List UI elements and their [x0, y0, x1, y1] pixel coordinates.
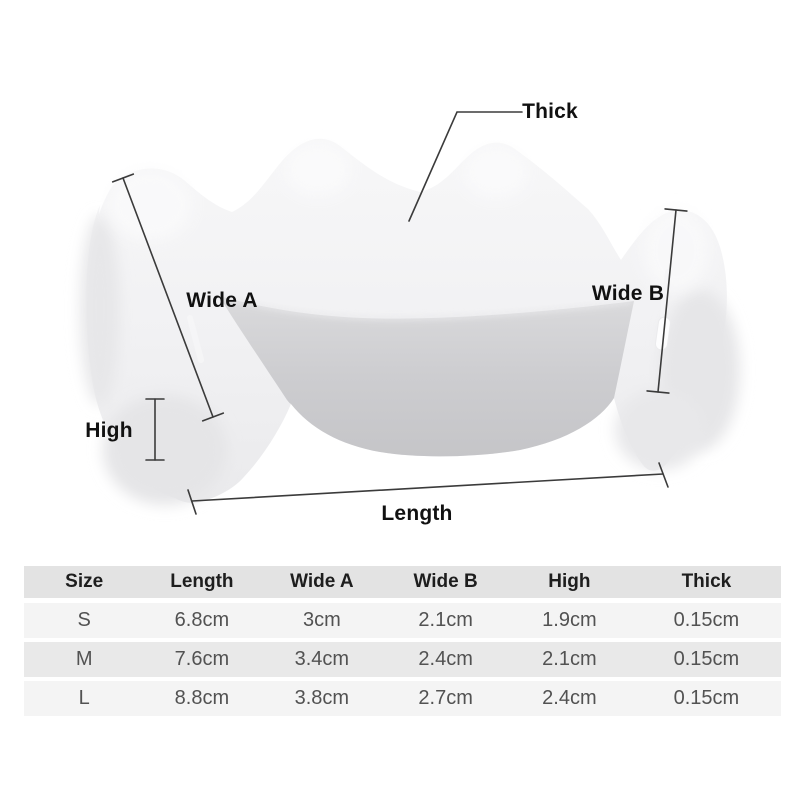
header-thick: Thick: [681, 571, 732, 592]
left-edge-shading: [80, 215, 120, 405]
table-row-l: [24, 681, 781, 716]
header-wide-b: Wide B: [413, 571, 478, 592]
label-wide-a: Wide A: [186, 289, 258, 312]
header-size: Size: [65, 571, 104, 592]
cell-wide-a: 3.8cm: [294, 687, 350, 709]
cell-wide-a: 3cm: [302, 609, 341, 631]
cell-wide-b: 2.1cm: [418, 609, 473, 631]
label-wide-b: Wide B: [591, 282, 665, 305]
cell-wide-a: 3.4cm: [294, 648, 350, 670]
label-thick: Thick: [522, 100, 578, 123]
table-row-m: [24, 642, 781, 677]
header-length: Length: [170, 571, 234, 592]
label-high: High: [85, 419, 133, 442]
size-table-header-row: [24, 566, 781, 598]
cell-thick: 0.15cm: [673, 687, 740, 709]
cell-length: 7.6cm: [174, 648, 230, 670]
cell-length: 6.8cm: [174, 609, 230, 631]
cell-size: L: [78, 687, 90, 709]
header-wide-a: Wide A: [290, 571, 354, 592]
size-table: [24, 566, 781, 716]
highlight-bump2: [286, 144, 350, 196]
left-horn-shading: [103, 395, 227, 505]
cell-high: 2.1cm: [542, 648, 597, 670]
cell-wide-b: 2.4cm: [418, 648, 473, 670]
cell-size: S: [77, 609, 91, 631]
table-row-s: [24, 603, 781, 638]
cell-wide-b: 2.7cm: [418, 687, 473, 709]
cell-length: 8.8cm: [174, 687, 230, 709]
cell-thick: 0.15cm: [673, 648, 740, 670]
cell-high: 2.4cm: [542, 687, 597, 709]
cell-thick: 0.15cm: [673, 609, 740, 631]
right-horn-lower-shading: [615, 390, 705, 470]
cell-high: 1.9cm: [542, 609, 597, 631]
label-length: Length: [381, 502, 453, 525]
header-high: High: [548, 571, 591, 592]
highlight-right-lobe: [642, 208, 710, 292]
cell-size: M: [75, 648, 93, 670]
highlight-left-lobe: [108, 169, 192, 241]
highlight-bump3: [464, 146, 528, 198]
